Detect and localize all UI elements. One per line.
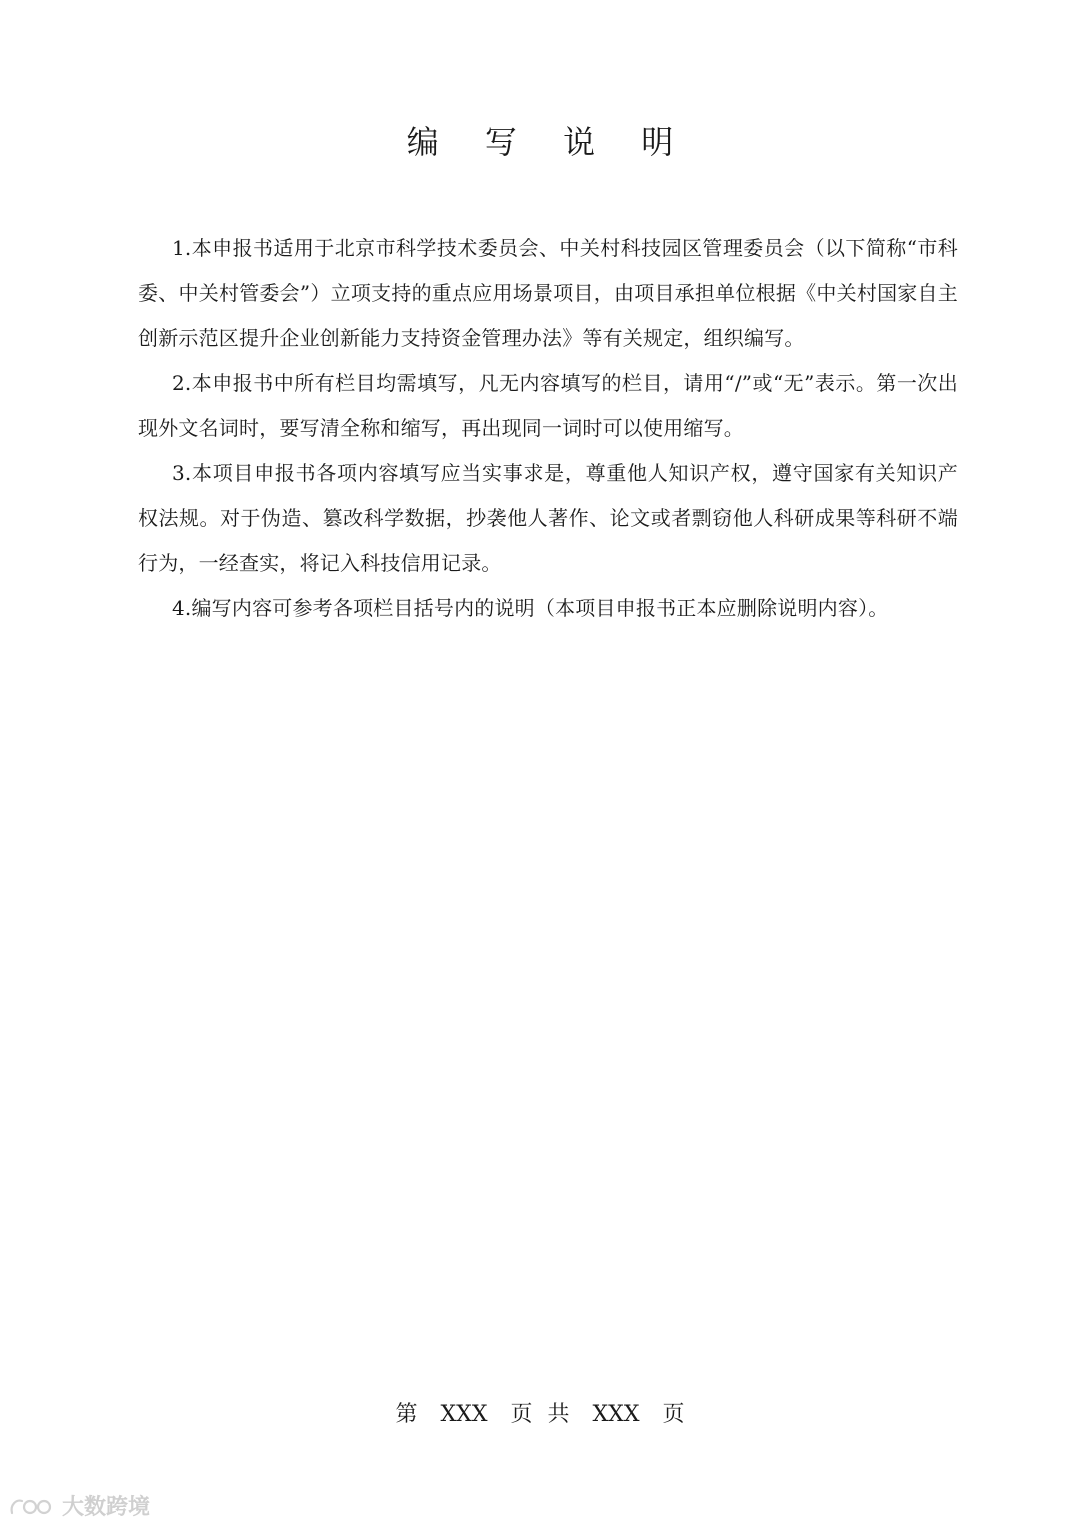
instruction-paragraph-2: 2.本申报书中所有栏目均需填写，凡无内容填写的栏目，请用“/”或“无”表示。第一次出现外文名词时，要写清全称和缩写，再出现同一词时可以使用缩写。 <box>138 371 958 440</box>
watermark-text: 大数跨境 <box>62 1495 151 1520</box>
watermark <box>8 1490 150 1521</box>
footer-middle: 页 共 <box>510 1402 570 1427</box>
page-title: 编 写 说 明 <box>406 123 692 161</box>
footer-current-page: XXX <box>440 1402 488 1427</box>
instruction-paragraph-4: 4.编写内容可参考各项栏目括号内的说明（本项目申报书正本应删除说明内容）。 <box>172 596 889 620</box>
instructions-body <box>138 226 958 631</box>
footer-prefix: 第 <box>395 1402 418 1427</box>
watermark-logo-icon <box>8 1495 56 1517</box>
page-footer <box>0 1398 1080 1432</box>
instruction-paragraph-1: 1.本申报书适用于北京市科学技术委员会、中关村科技园区管理委员会（以下简称“市科委、中关村管委会”）立项支持的重点应用场景项目，由项目承担单位根据《中关村国家自主创新示范区提升企业创新能力支持资金管理办法》等有关规定，组织编写。 <box>138 236 958 350</box>
footer-total-pages: XXX <box>592 1402 640 1427</box>
footer-suffix: 页 <box>662 1402 685 1427</box>
instruction-paragraph-3: 3.本项目申报书各项内容填写应当实事求是，尊重他人知识产权，遵守国家有关知识产权法规。对于伪造、篡改科学数据，抄袭他人著作、论文或者剽窃他人科研成果等科研不端行为，一经查实，将记入科技信用记录。 <box>138 461 958 575</box>
